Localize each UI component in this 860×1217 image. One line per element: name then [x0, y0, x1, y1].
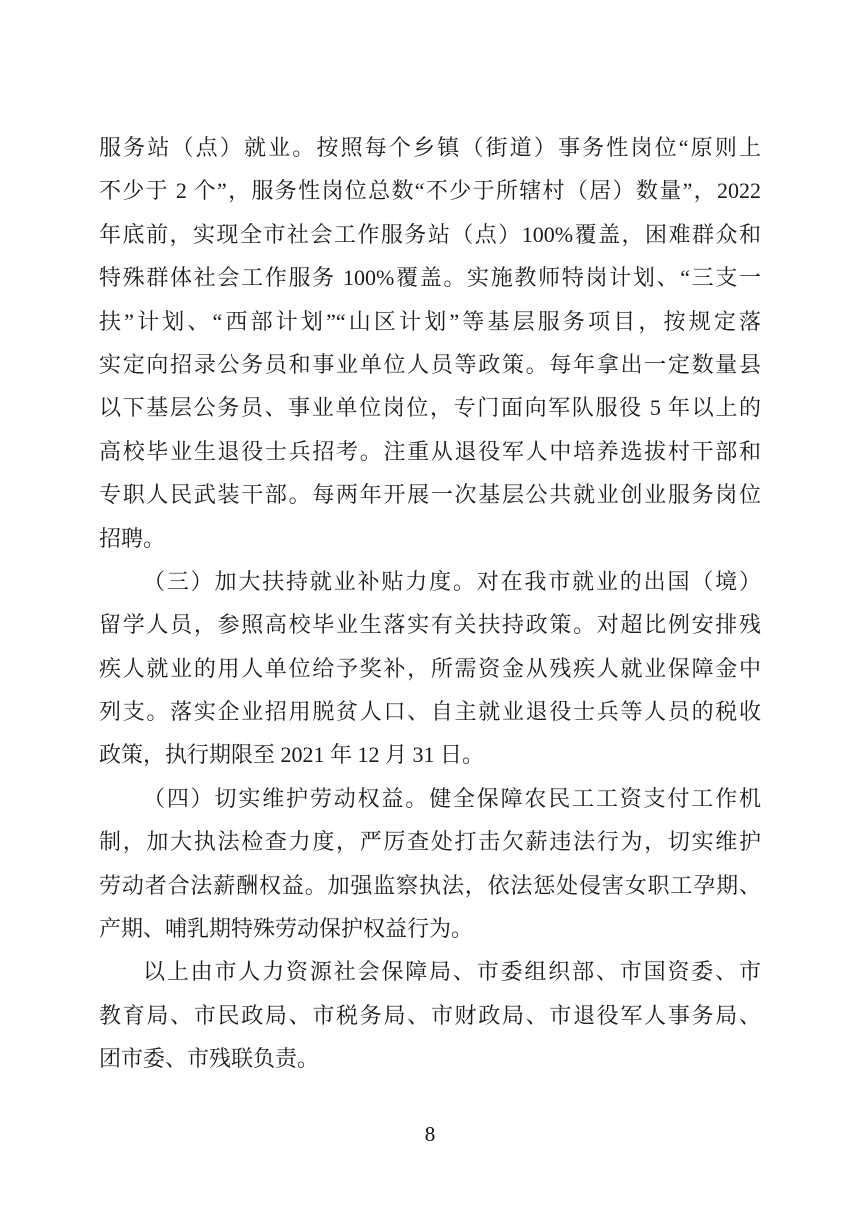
document-line: 专职人民武装干部。每两年开展一次基层公共就业创业服务岗位: [99, 482, 761, 508]
document-line: 疾人就业的用人单位给予奖补，所需资金从残疾人就业保障金中: [99, 655, 761, 681]
document-line: 实定向招录公务员和事业单位人员等政策。每年拿出一定数量县: [99, 351, 761, 377]
document-line: 劳动者合法薪酬权益。加强监察执法，依法惩处侵害女职工孕期、: [99, 872, 761, 898]
paragraph-start-line: （四）切实维护劳动权益。健全保障农民工工资支付工作机: [143, 785, 761, 811]
document-line: 特殊群体社会工作服务 100%覆盖。实施教师特岗计划、“三支一: [99, 265, 761, 291]
document-line: 以下基层公务员、事业单位岗位，专门面向军队服役 5 年以上的: [99, 395, 761, 421]
document-line: 高校毕业生退役士兵招考。注重从退役军人中培养选拔村干部和: [99, 438, 761, 464]
document-line: 教育局、市民政局、市税务局、市财政局、市退役军人事务局、: [99, 1002, 761, 1028]
document-line: 扶”计划、“西部计划”“山区计划”等基层服务项目，按规定落: [99, 308, 761, 334]
document-line: 列支。落实企业招用脱贫人口、自主就业退役士兵等人员的税收: [99, 699, 761, 725]
paragraph-start-line: 以上由市人力资源社会保障局、市委组织部、市国资委、市: [143, 959, 761, 985]
paragraph-end-line: 团市委、市残联负责。: [99, 1046, 320, 1072]
paragraph-end-line: 政策，执行期限至 2021 年 12 月 31 日。: [99, 742, 485, 768]
document-body: [99, 126, 761, 1081]
document-line: 年底前，实现全市社会工作服务站（点）100%覆盖，困难群众和: [99, 221, 761, 247]
document-line: 服务站（点）就业。按照每个乡镇（街道）事务性岗位“原则上: [99, 135, 761, 160]
paragraph-start-line: （三）加大扶持就业补贴力度。对在我市就业的出国（境）: [143, 568, 761, 594]
page-number: 8: [424, 1122, 436, 1146]
document-line: 留学人员，参照高校毕业生落实有关扶持政策。对超比例安排残: [99, 612, 761, 638]
paragraph-end-line: 招聘。: [99, 525, 166, 551]
document-line: 不少于 2 个”，服务性岗位总数“不少于所辖村（居）数量”，2022: [99, 178, 761, 204]
document-line: 制，加大执法检查力度，严厉查处打击欠薪违法行为，切实维护: [99, 829, 761, 855]
paragraph-end-line: 产期、哺乳期特殊劳动保护权益行为。: [99, 916, 474, 942]
